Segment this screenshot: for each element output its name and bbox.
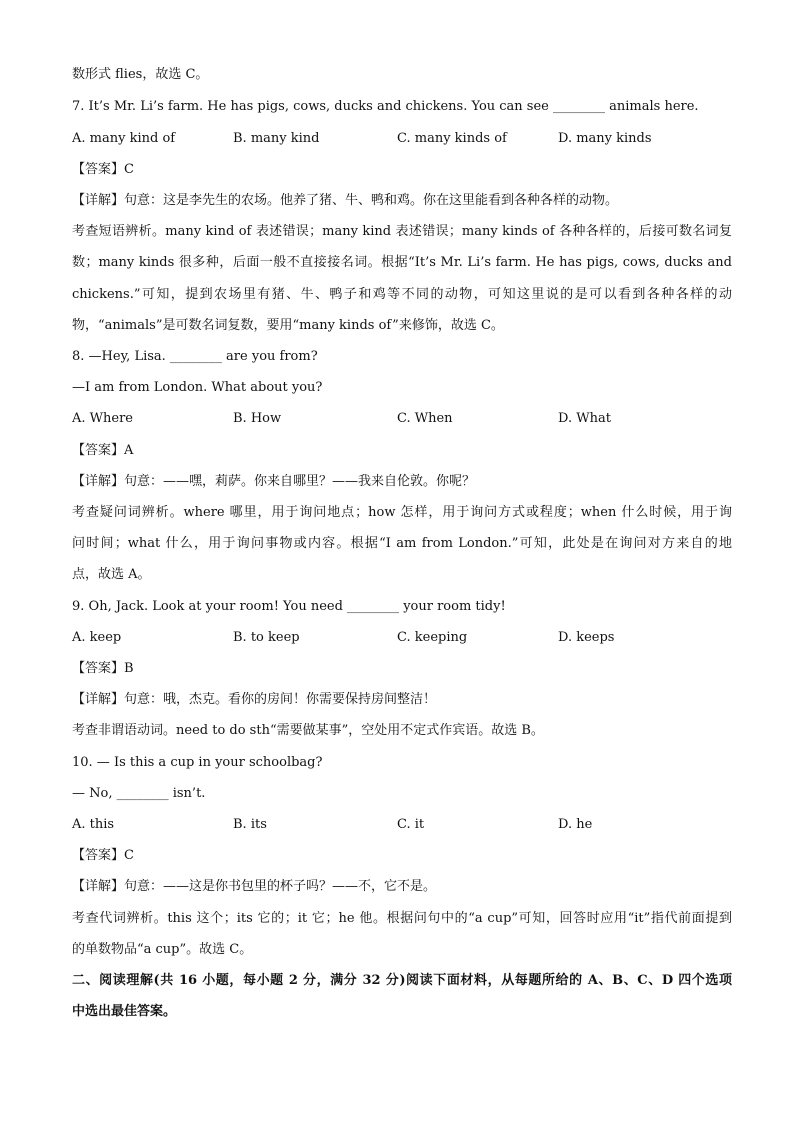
question-9-option-c: C. keeping bbox=[397, 630, 468, 645]
question-8-stem-1: 8. —Hey, Lisa. ________ are you from? bbox=[72, 349, 318, 364]
question-7-option-b: B. many kind bbox=[233, 131, 320, 146]
question-8-detail-4: 点，故选 A。 bbox=[72, 567, 151, 582]
question-10-detail-2: 考查代词辨析。this 这个；its 它的；it 它；he 他。根据问句中的“a cup”可知，回答时应用“it”指代前面提到 bbox=[72, 911, 732, 926]
question-7-option-d: D. many kinds bbox=[558, 131, 652, 146]
question-7-detail-3: 数；many kinds 很多种，后面一般不直接接名词。根据“It’s Mr. Li’s farm. He has pigs, cows, ducks and bbox=[72, 255, 732, 270]
question-7-detail-2: 考查短语辨析。many kind of 表述错误；many kind 表述错误；many kinds of 各种各样的，后接可数名词复 bbox=[72, 224, 732, 239]
question-8-option-b: B. How bbox=[233, 411, 282, 426]
question-8-detail-3: 问时间；what 什么，用于询问事物或内容。根据“I am from London.”可知，此处是在询问对方来自的地 bbox=[72, 536, 732, 551]
question-10-detail-3: 的单数物品“a cup”。故选 C。 bbox=[72, 942, 253, 957]
question-10-option-b: B. its bbox=[233, 817, 267, 832]
question-9-answer: 【答案】B bbox=[72, 661, 134, 676]
intro-line: 数形式 flies，故选 C。 bbox=[72, 67, 209, 82]
question-8-option-d: D. What bbox=[558, 411, 611, 426]
question-7-stem: 7. It’s Mr. Li’s farm. He has pigs, cows, ducks and chickens. You can see ________ animals here. bbox=[72, 99, 699, 114]
question-7-option-c: C. many kinds of bbox=[397, 131, 507, 146]
question-10-option-c: C. it bbox=[397, 817, 425, 832]
question-8-detail-1: 【详解】句意：——嘿，莉萨。你来自哪里？——我来自伦敦。你呢？ bbox=[72, 474, 476, 489]
question-9-option-a: A. keep bbox=[72, 630, 122, 645]
question-8-stem-2: —I am from London. What about you? bbox=[72, 380, 323, 395]
question-9-detail-2: 考查非谓语动词。need to do sth“需要做某事”，空处用不定式作宾语。故选 B。 bbox=[72, 723, 544, 738]
question-9-stem: 9. Oh, Jack. Look at your room! You need ________ your room tidy! bbox=[72, 599, 506, 614]
question-10-option-d: D. he bbox=[558, 817, 593, 832]
question-7-option-a: A. many kind of bbox=[72, 131, 176, 146]
question-10-answer: 【答案】C bbox=[72, 848, 134, 863]
section-heading-line-1: 二、阅读理解(共 16 小题，每小题 2 分，满分 32 分)阅读下面材料，从每题所给的 A、B、C、D 四个选项 bbox=[72, 973, 732, 988]
question-10-option-a: A. this bbox=[72, 817, 115, 832]
question-9-detail-1: 【详解】句意：哦，杰克。看你的房间！你需要保持房间整洁！ bbox=[72, 692, 437, 707]
question-10-detail-1: 【详解】句意：——这是你书包里的杯子吗？——不，它不是。 bbox=[72, 879, 437, 894]
question-8-option-a: A. Where bbox=[72, 411, 133, 426]
question-8-option-c: C. When bbox=[397, 411, 453, 426]
section-heading-line-2: 中选出最佳答案。 bbox=[72, 1004, 177, 1019]
question-10-stem-2: — No, ________ isn’t. bbox=[72, 786, 206, 801]
question-7-detail-1: 【详解】句意：这是李先生的农场。他养了猪、牛、鸭和鸡。你在这里能看到各种各样的动物。 bbox=[72, 193, 619, 208]
question-9-option-b: B. to keep bbox=[233, 630, 300, 645]
question-7-answer: 【答案】C bbox=[72, 162, 134, 177]
question-8-answer: 【答案】A bbox=[72, 443, 134, 458]
question-7-detail-5: 物，“animals”是可数名词复数，要用“many kinds of”来修饰，故选 C。 bbox=[72, 318, 504, 333]
question-10-stem-1: 10. — Is this a cup in your schoolbag? bbox=[72, 755, 323, 770]
question-9-option-d: D. keeps bbox=[558, 630, 615, 645]
question-7-detail-4: chickens.”可知，提到农场里有猪、牛、鸭子和鸡等不同的动物，可知这里说的是可以看到各种各样的动 bbox=[72, 287, 732, 302]
question-8-detail-2: 考查疑问词辨析。where 哪里，用于询问地点；how 怎样，用于询问方式或程度；when 什么时候，用于询 bbox=[72, 505, 732, 520]
